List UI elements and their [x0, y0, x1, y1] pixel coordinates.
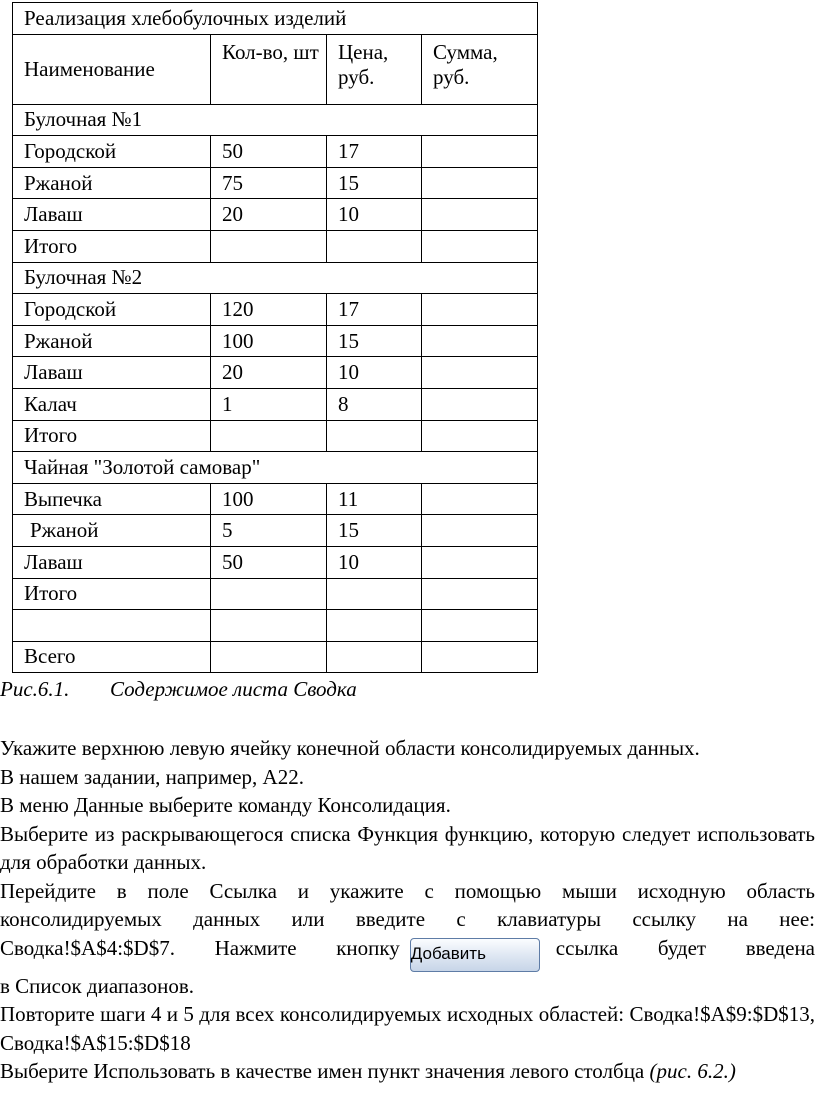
table-row	[13, 420, 538, 452]
cell-name: Городской	[13, 294, 211, 326]
cell-name: Лаваш	[13, 357, 211, 389]
cell-qty: 120	[211, 294, 327, 326]
cell-sum	[422, 578, 538, 610]
cell-sum	[422, 546, 538, 578]
cell-price: 15	[327, 515, 422, 547]
cell-price: 15	[327, 167, 422, 199]
paragraph: В нашем задании, например, А22.	[0, 764, 304, 789]
paragraph-with-button	[0, 934, 815, 972]
cell-name: Калач	[13, 388, 211, 420]
figure-number: Рис.6.1.	[0, 677, 70, 701]
header-price: Цена, руб.	[327, 34, 422, 104]
cell-price	[327, 641, 422, 673]
cell-qty: 20	[211, 357, 327, 389]
cell-name: Лаваш	[13, 546, 211, 578]
section-row	[13, 104, 538, 136]
cell-qty: 75	[211, 167, 327, 199]
section-row	[13, 262, 538, 294]
paragraph: Укажите верхнюю левую ячейку конечной области консолидируемых данных.	[0, 736, 700, 760]
cell-name: Ржаной	[13, 325, 211, 357]
cell-price: 8	[327, 388, 422, 420]
cell-name: Итого	[13, 578, 211, 610]
cell-qty: 20	[211, 199, 327, 231]
cell-price	[327, 578, 422, 610]
cell-price	[327, 420, 422, 452]
cell-sum	[422, 483, 538, 515]
table-row	[13, 546, 538, 578]
table-row	[13, 357, 538, 389]
section-row	[13, 452, 538, 484]
cell-qty	[211, 230, 327, 262]
cell-sum	[422, 167, 538, 199]
instructions	[0, 734, 815, 1086]
cell-name: Лаваш	[13, 199, 211, 231]
paragraph: Повторите шаги 4 и 5 для всех консолидируемых исходных областей: Сводка!$A$9:$D$13, Сводка!$A$15:$D$18	[0, 1002, 815, 1055]
cell-price: 17	[327, 136, 422, 168]
cell-sum	[422, 294, 538, 326]
cell-price: 10	[327, 357, 422, 389]
cell-price	[327, 610, 422, 642]
table-row	[13, 578, 538, 610]
header-qty: Кол-во, шт	[211, 34, 327, 104]
table-row	[13, 388, 538, 420]
cell-qty	[211, 641, 327, 673]
cell-name	[13, 610, 211, 642]
cell-price: 10	[327, 199, 422, 231]
figure-caption	[0, 677, 357, 702]
table-row	[13, 641, 538, 673]
table-row	[13, 483, 538, 515]
sales-table-body	[13, 3, 538, 673]
cell-qty: 100	[211, 325, 327, 357]
paragraph: Выберите из раскрывающегося списка Функция функцию, которую следует использовать для обработки данных.	[0, 821, 815, 874]
cell-sum	[422, 199, 538, 231]
paragraph-part: ссылка будет введена	[555, 935, 816, 960]
sales-table	[12, 2, 538, 673]
cell-qty: 50	[211, 136, 327, 168]
table-row	[13, 199, 538, 231]
table-row	[13, 136, 538, 168]
cell-qty	[211, 610, 327, 642]
section-title: Чайная "Золотой самовар"	[13, 452, 538, 484]
cell-qty: 100	[211, 483, 327, 515]
cell-name: Итого	[13, 420, 211, 452]
cell-qty: 50	[211, 546, 327, 578]
paragraph-part: Выберите Использовать в качестве имен пункт значения левого столбца	[0, 1059, 645, 1083]
cell-sum	[422, 388, 538, 420]
cell-name: Выпечка	[13, 483, 211, 515]
header-name: Наименование	[13, 34, 211, 104]
table-row	[13, 610, 538, 642]
cell-sum	[422, 420, 538, 452]
paragraph: Перейдите в поле Ссылка и укажите с помощью мыши исходную область консолидируемых данных или введите с клавиатуры ссылку на нее:	[0, 878, 815, 931]
cell-sum	[422, 325, 538, 357]
figure-reference: (рис. 6.2.)	[649, 1059, 736, 1083]
cell-name: Городской	[13, 136, 211, 168]
cell-qty	[211, 578, 327, 610]
cell-sum	[422, 610, 538, 642]
section-title: Булочная №2	[13, 262, 538, 294]
paragraph: В меню Данные выберите команду Консолидация.	[0, 793, 451, 817]
table-row	[13, 294, 538, 326]
cell-price: 17	[327, 294, 422, 326]
paragraph-part: Сводка!$A$4:$D$7. Нажмите кнопку	[0, 935, 400, 960]
figure-title: Содержимое листа Сводка	[110, 677, 357, 701]
cell-name: Ржаной	[13, 515, 211, 547]
cell-sum	[422, 230, 538, 262]
cell-price: 11	[327, 483, 422, 515]
table-row	[13, 325, 538, 357]
table-title: Реализация хлебобулочных изделий	[13, 3, 538, 35]
paragraph: в Список диапазонов.	[0, 973, 195, 998]
paragraph	[0, 1057, 815, 1086]
section-title: Булочная №1	[13, 104, 538, 136]
cell-qty: 5	[211, 515, 327, 547]
table-row	[13, 515, 538, 547]
add-button[interactable]: Добавить	[410, 938, 540, 972]
cell-price: 15	[327, 325, 422, 357]
cell-sum	[422, 136, 538, 168]
header-sum: Сумма, руб.	[422, 34, 538, 104]
cell-qty: 1	[211, 388, 327, 420]
cell-name: Ржаной	[13, 167, 211, 199]
cell-qty	[211, 420, 327, 452]
table-row	[13, 230, 538, 262]
cell-price	[327, 230, 422, 262]
cell-price: 10	[327, 546, 422, 578]
cell-sum	[422, 357, 538, 389]
cell-sum	[422, 641, 538, 673]
table-title-row	[13, 3, 538, 35]
table-header-row	[13, 34, 538, 104]
table-row	[13, 167, 538, 199]
cell-sum	[422, 515, 538, 547]
cell-name: Итого	[13, 230, 211, 262]
cell-name: Всего	[13, 641, 211, 673]
